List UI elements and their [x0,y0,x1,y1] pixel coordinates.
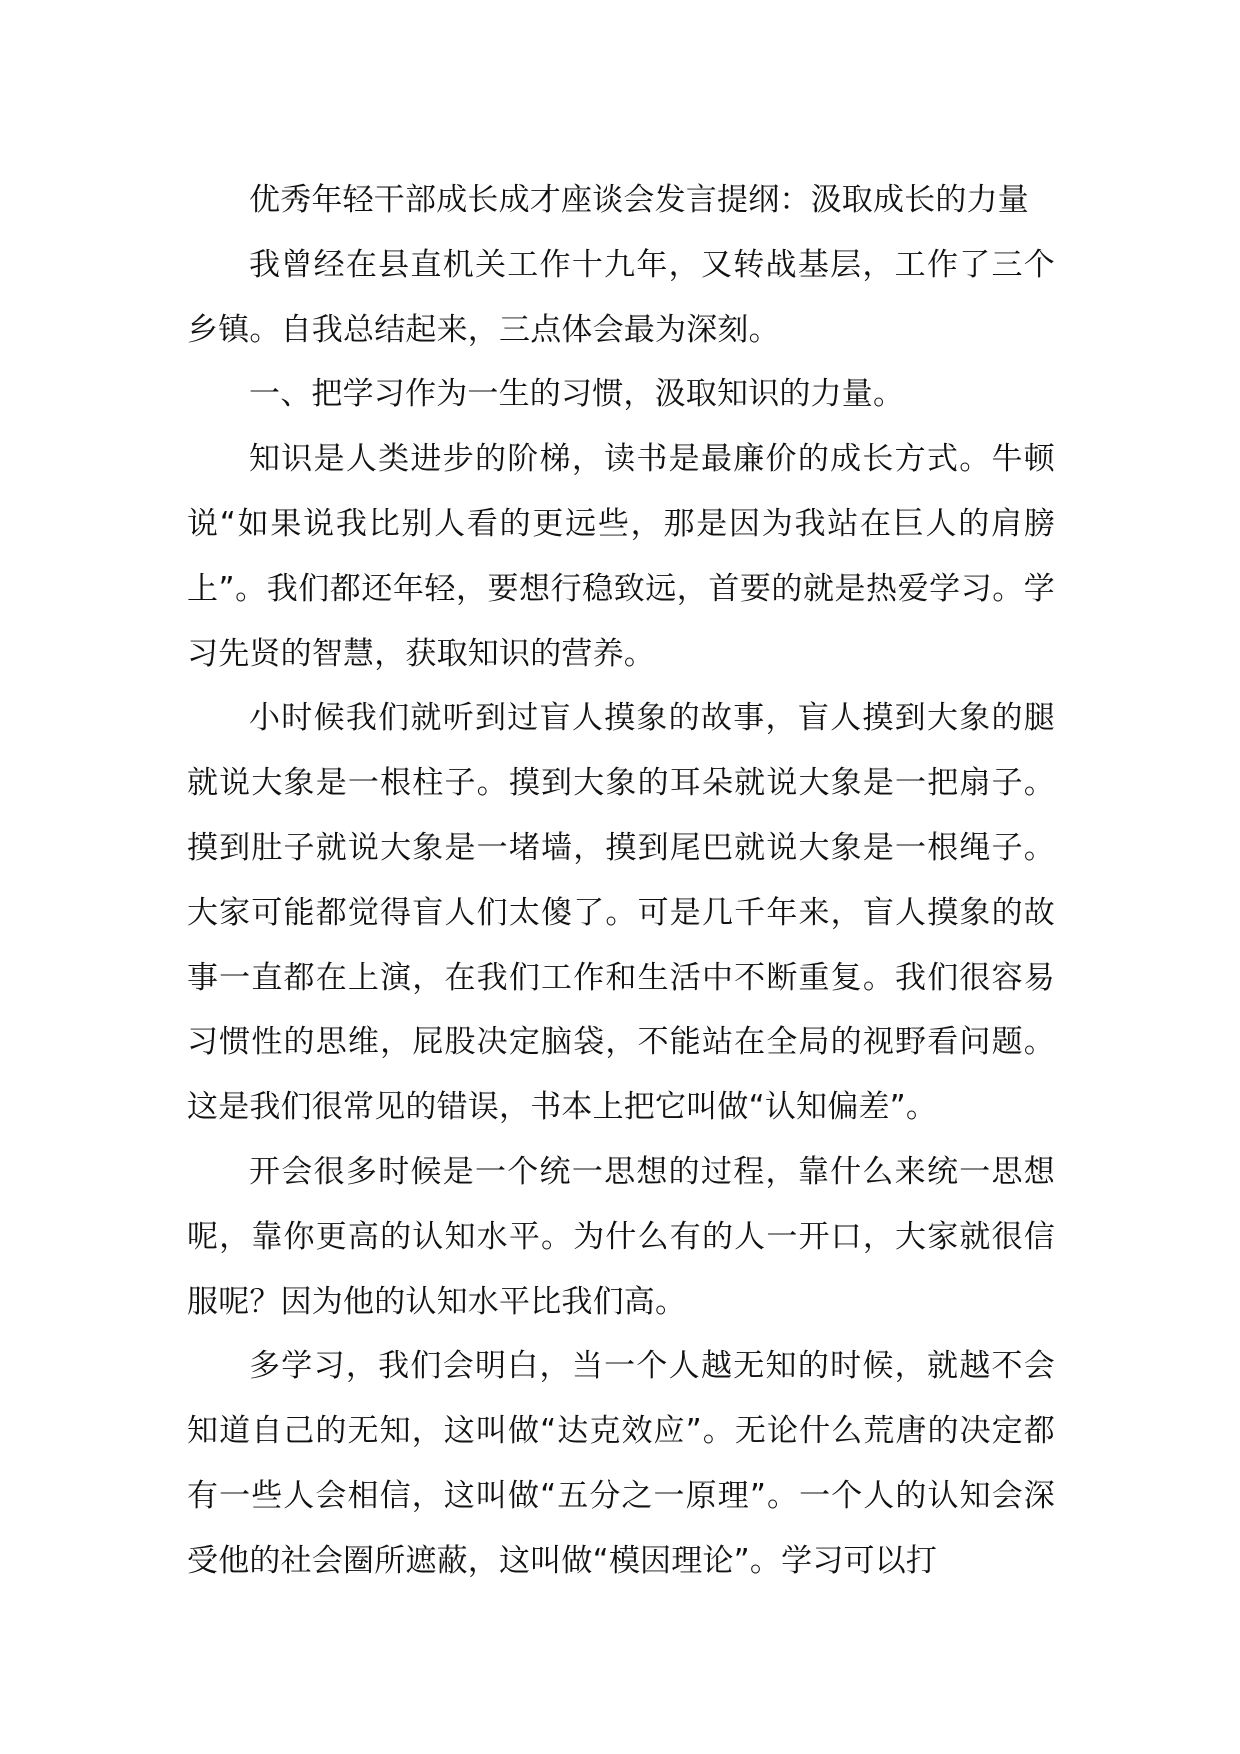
section-heading: 一、把学习作为一生的习惯，汲取知识的力量。 [249,376,905,413]
paragraph: 小时候我们就听到过盲人摸象的故事，盲人摸到大象的腿就说大象是一根柱子。摸到大象的耳朵就说大象是一把扇子。摸到肚子就说大象是一堵墙，摸到尾巴就说大象是一根绳子。大家可能都觉得盲人们太傻了。可是几千年来，盲人摸象的故事一直都在上演，在我们工作和生活中不断重复。我们很容易习惯性的思维，屁股决定脑袋，不能站在全局的视野看问题。这是我们很常见的错误，书本上把它叫做“认知偏差”。 [187,700,1055,1126]
paragraph: 多学习，我们会明白，当一个人越无知的时候，就越不会知道自己的无知，这叫做“达克效应”。无论什么荒唐的决定都有一些人会相信，这叫做“五分之一原理”。一个人的认知会深受他的社会圈所遮蔽，这叫做“模因理论”。学习可以打 [187,1348,1055,1579]
document-body [187,168,1055,1594]
paragraph: 开会很多时候是一个统一思想的过程，靠什么来统一思想呢，靠你更高的认知水平。为什么有的人一开口，大家就很信服呢？因为他的认知水平比我们高。 [187,1153,1055,1320]
paragraph: 知识是人类进步的阶梯，读书是最廉价的成长方式。牛顿说“如果说我比别人看的更远些，那是因为我站在巨人的肩膀上”。我们都还年轻，要想行稳致远，首要的就是热爱学习。学习先贤的智慧，获取知识的营养。 [187,441,1055,672]
document-title: 优秀年轻干部成长成才座谈会发言提纲：汲取成长的力量 [249,182,1029,218]
paragraph: 我曾经在县直机关工作十九年，又转战基层，工作了三个乡镇。自我总结起来，三点体会最为深刻。 [187,246,1055,348]
